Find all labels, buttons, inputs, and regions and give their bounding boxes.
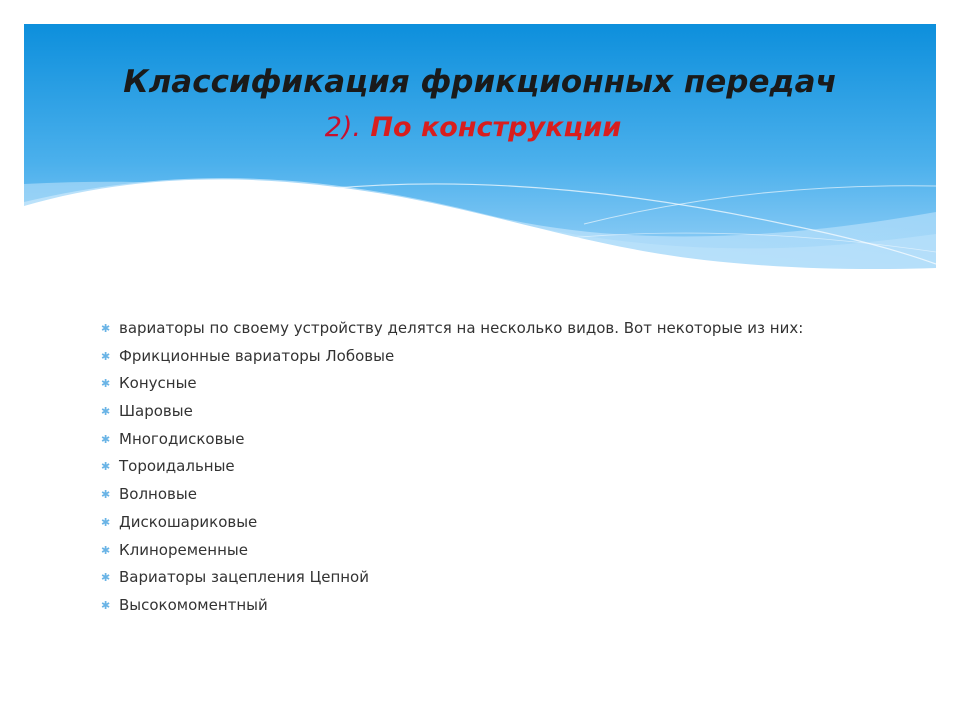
asterisk-bullet-icon: ✱: [101, 405, 111, 419]
list-item: [101, 592, 921, 620]
list-item-text: Многодисковые: [119, 429, 245, 448]
asterisk-bullet-icon: ✱: [101, 571, 111, 585]
asterisk-bullet-icon: ✱: [101, 515, 111, 529]
list-item-text: Высокомоментный: [119, 595, 268, 614]
list-item-text: вариаторы по своему устройству делятся на несколько видов. Вот некоторые из них:: [119, 319, 804, 337]
list-item-text: Фрикционные вариаторы Лобовые: [119, 346, 395, 365]
list-item-text: Клиноременные: [119, 540, 248, 559]
slide-subtitle: [0, 112, 946, 143]
list-item: [101, 481, 921, 509]
list-item-text: Шаровые: [119, 402, 193, 421]
list-item: [101, 426, 921, 454]
list-item-text: Волновые: [119, 485, 197, 504]
asterisk-bullet-icon: ✱: [101, 598, 111, 612]
subtitle-number: 2).: [324, 112, 362, 143]
slide-title: Классификация фрикционных передач: [123, 64, 837, 100]
list-item: [101, 564, 921, 592]
bullet-list: [101, 315, 921, 620]
asterisk-bullet-icon: ✱: [101, 322, 111, 335]
asterisk-bullet-icon: ✱: [101, 543, 111, 557]
list-item: [101, 509, 921, 537]
list-item: [101, 453, 921, 481]
list-item-text: Вариаторы зацепления Цепной: [119, 568, 369, 587]
list-item: [101, 343, 921, 371]
asterisk-bullet-icon: ✱: [101, 349, 111, 363]
asterisk-bullet-icon: ✱: [101, 460, 111, 474]
list-item-text: Тороидальные: [119, 457, 235, 476]
list-item-text: Дискошариковые: [119, 512, 258, 531]
header-wave-graphic: [24, 24, 936, 276]
list-item-text: Конусные: [119, 374, 197, 393]
asterisk-bullet-icon: ✱: [101, 432, 111, 446]
list-item: [101, 398, 921, 426]
list-item: [101, 370, 921, 398]
subtitle-text: По конструкции: [370, 112, 622, 143]
asterisk-bullet-icon: ✱: [101, 488, 111, 502]
asterisk-bullet-icon: ✱: [101, 377, 111, 391]
list-item: [101, 315, 921, 343]
header-wave-band: [24, 24, 936, 276]
list-item: [101, 537, 921, 565]
